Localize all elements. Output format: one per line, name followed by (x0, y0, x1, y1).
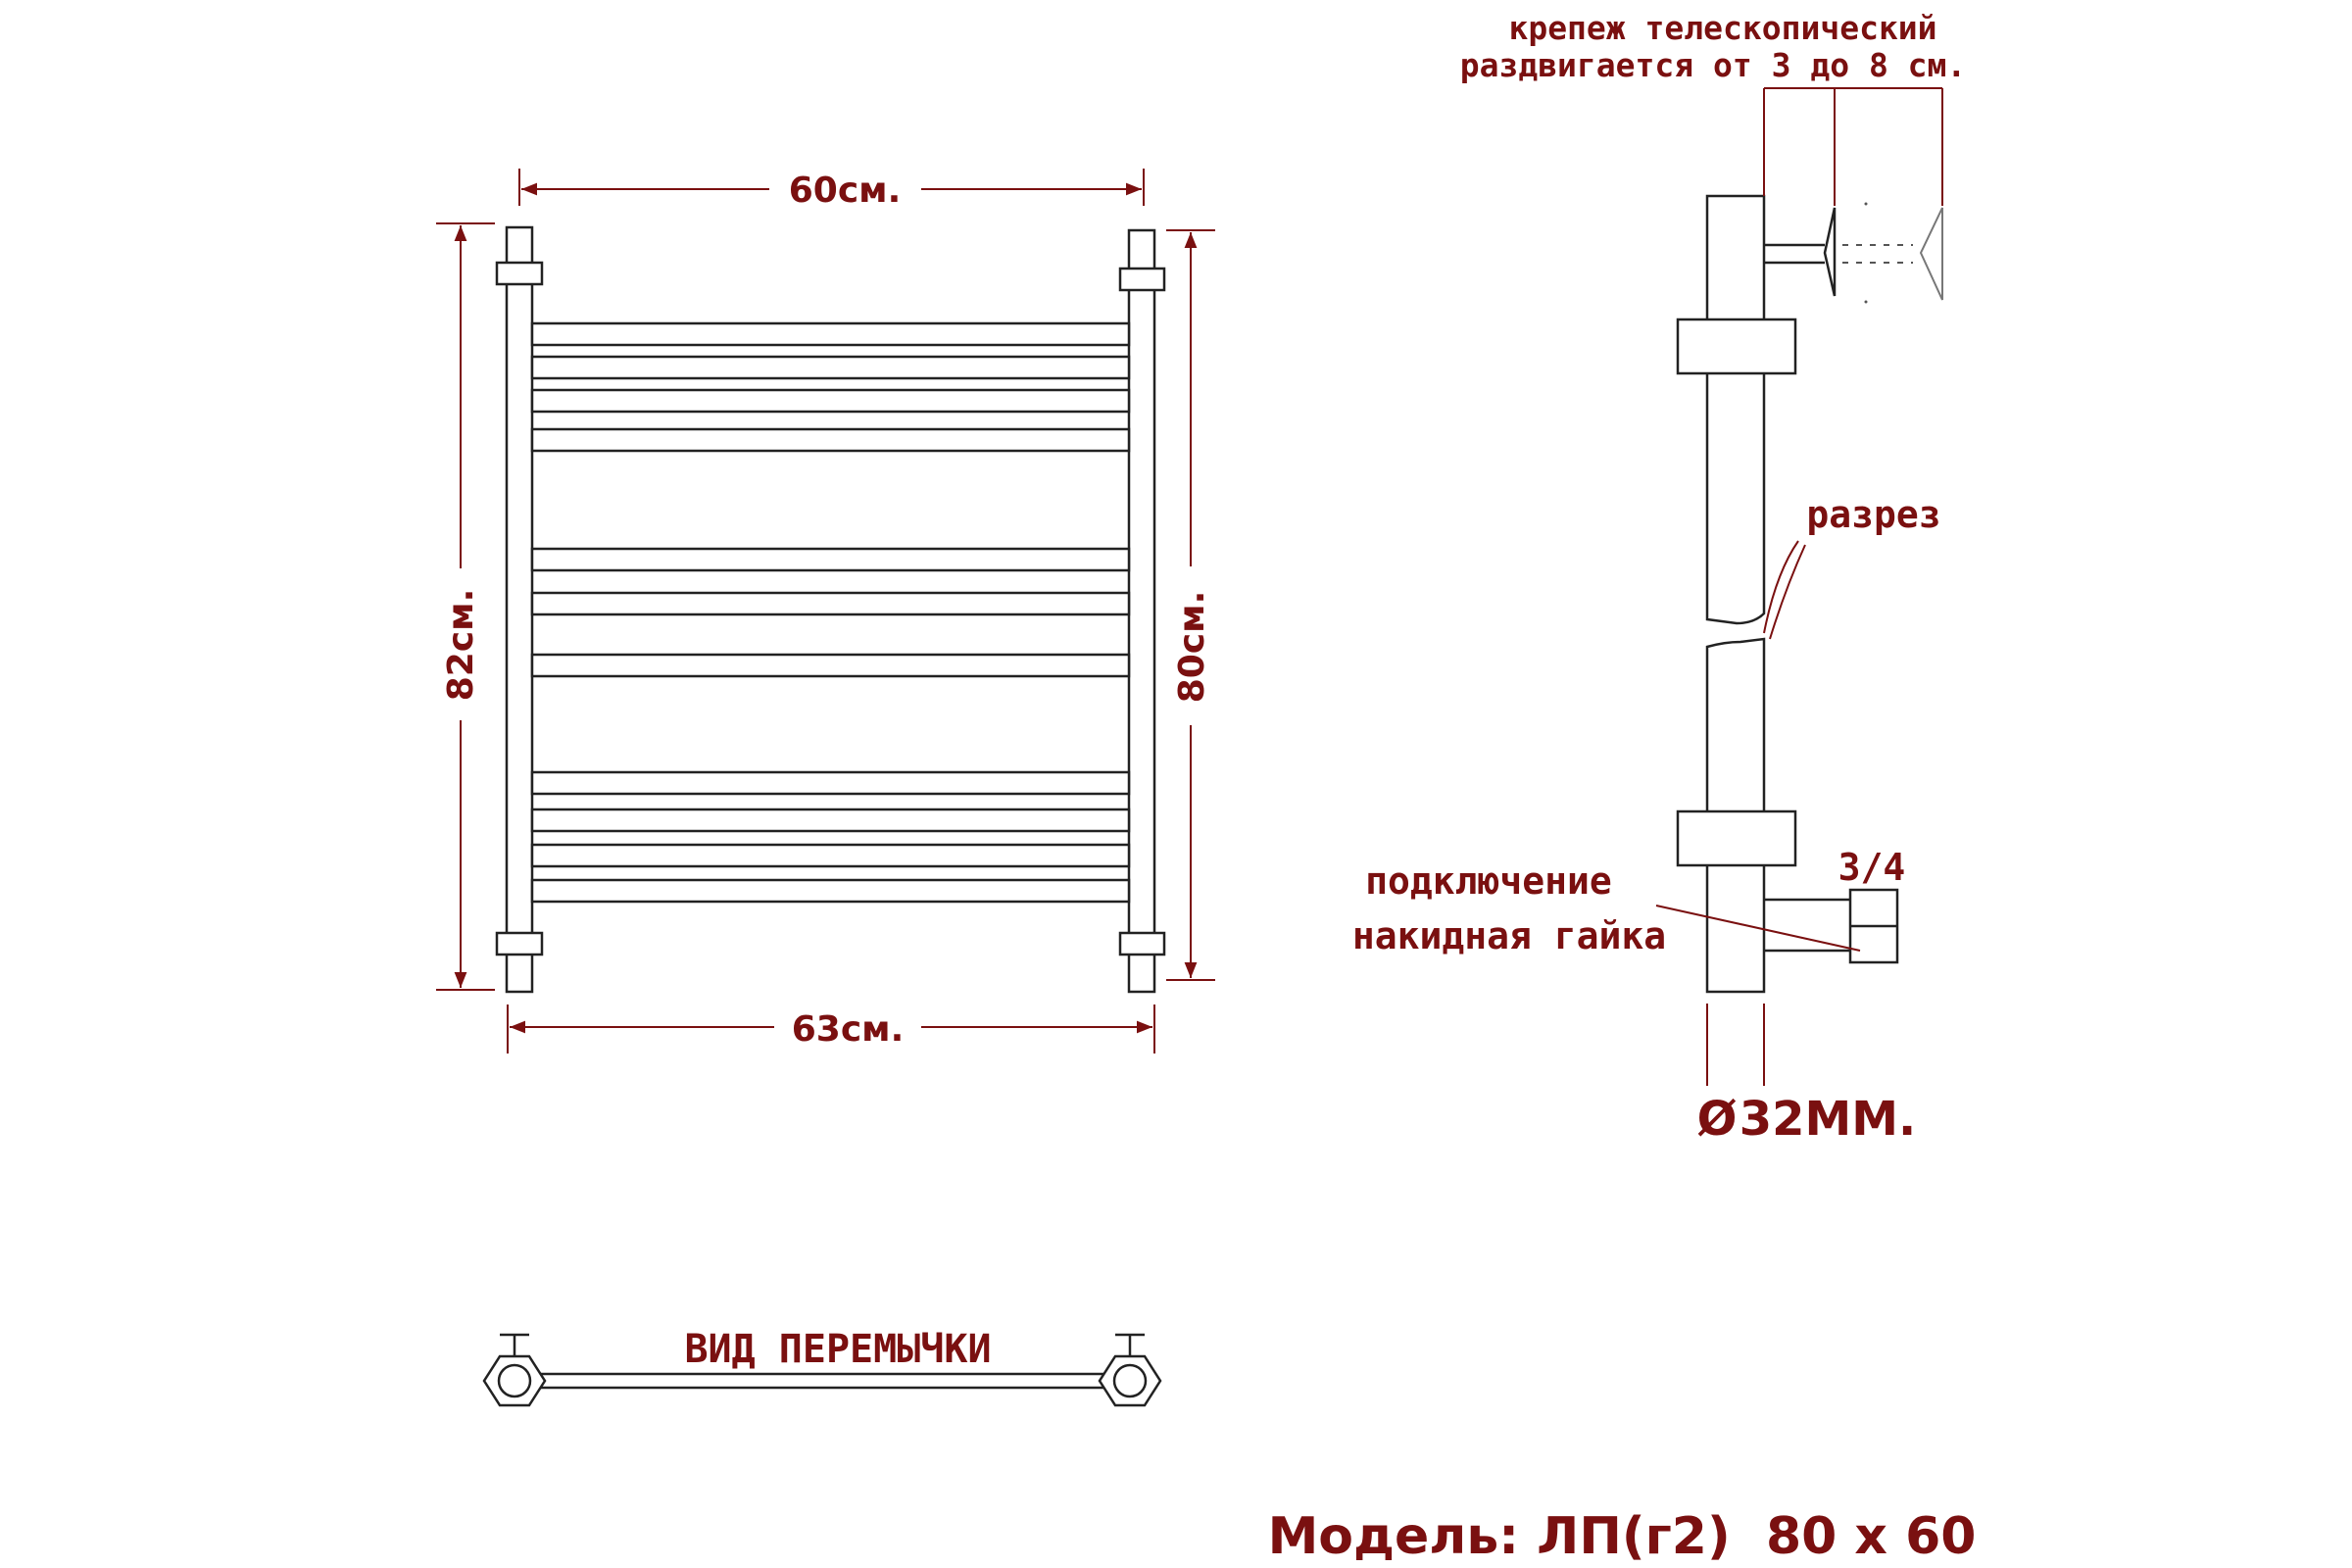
section-label: разрез (1806, 493, 1941, 536)
front-view (436, 169, 1215, 1054)
rung-group-bottom (532, 772, 1129, 902)
diameter-dimension (1707, 1004, 1764, 1086)
jumper-bar (519, 1374, 1127, 1388)
left-height-label: 82см. (441, 588, 481, 702)
right-height-label: 80см. (1172, 590, 1212, 704)
right-bottom-bracket (1120, 933, 1164, 955)
bracket-dimension (1764, 88, 1942, 206)
top-width-label: 60см. (788, 171, 902, 211)
side-view (1352, 9, 1966, 1147)
thread-size-label: 3/4 (1838, 846, 1906, 889)
left-top-bracket (497, 263, 542, 284)
rung-group-middle (532, 549, 1129, 676)
jumper-right-end (1100, 1335, 1160, 1405)
bottom-width-label: 63см. (791, 1009, 905, 1050)
connection-label-line2: накидная гайка (1351, 914, 1667, 957)
bracket-note-line1: крепеж телескопический (1508, 9, 1937, 47)
right-top-bracket (1120, 269, 1164, 290)
model-label: Модель: ЛП(г2) 80 х 60 (1267, 1507, 1977, 1566)
dimension-bottom-width (508, 1004, 1154, 1054)
connection-label-line1: подключение (1365, 859, 1612, 903)
telescopic-mount (1764, 203, 1942, 304)
section-leader (1764, 541, 1798, 633)
bottom-clamp (1678, 811, 1795, 865)
top-clamp (1678, 319, 1795, 373)
dimension-left-height (436, 223, 495, 990)
left-bottom-bracket (497, 933, 542, 955)
jumper-title: ВИД ПЕРЕМЫЧКИ (684, 1327, 992, 1372)
dimension-top-width (519, 169, 1144, 211)
right-post (1129, 230, 1154, 992)
dimension-right-height (1166, 230, 1215, 980)
bracket-note-line2: раздвигается от 3 до 8 см. (1459, 46, 1967, 84)
connection-fitting (1764, 890, 1897, 962)
jumper-left-end (484, 1335, 545, 1405)
upper-pipe-segment (1707, 196, 1764, 623)
diameter-symbol: Ø (1696, 1092, 1738, 1147)
rung-group-top (532, 323, 1129, 451)
jumper-view (484, 1327, 1160, 1405)
left-post (507, 227, 532, 992)
diameter-label: 32ММ. (1739, 1092, 1917, 1147)
